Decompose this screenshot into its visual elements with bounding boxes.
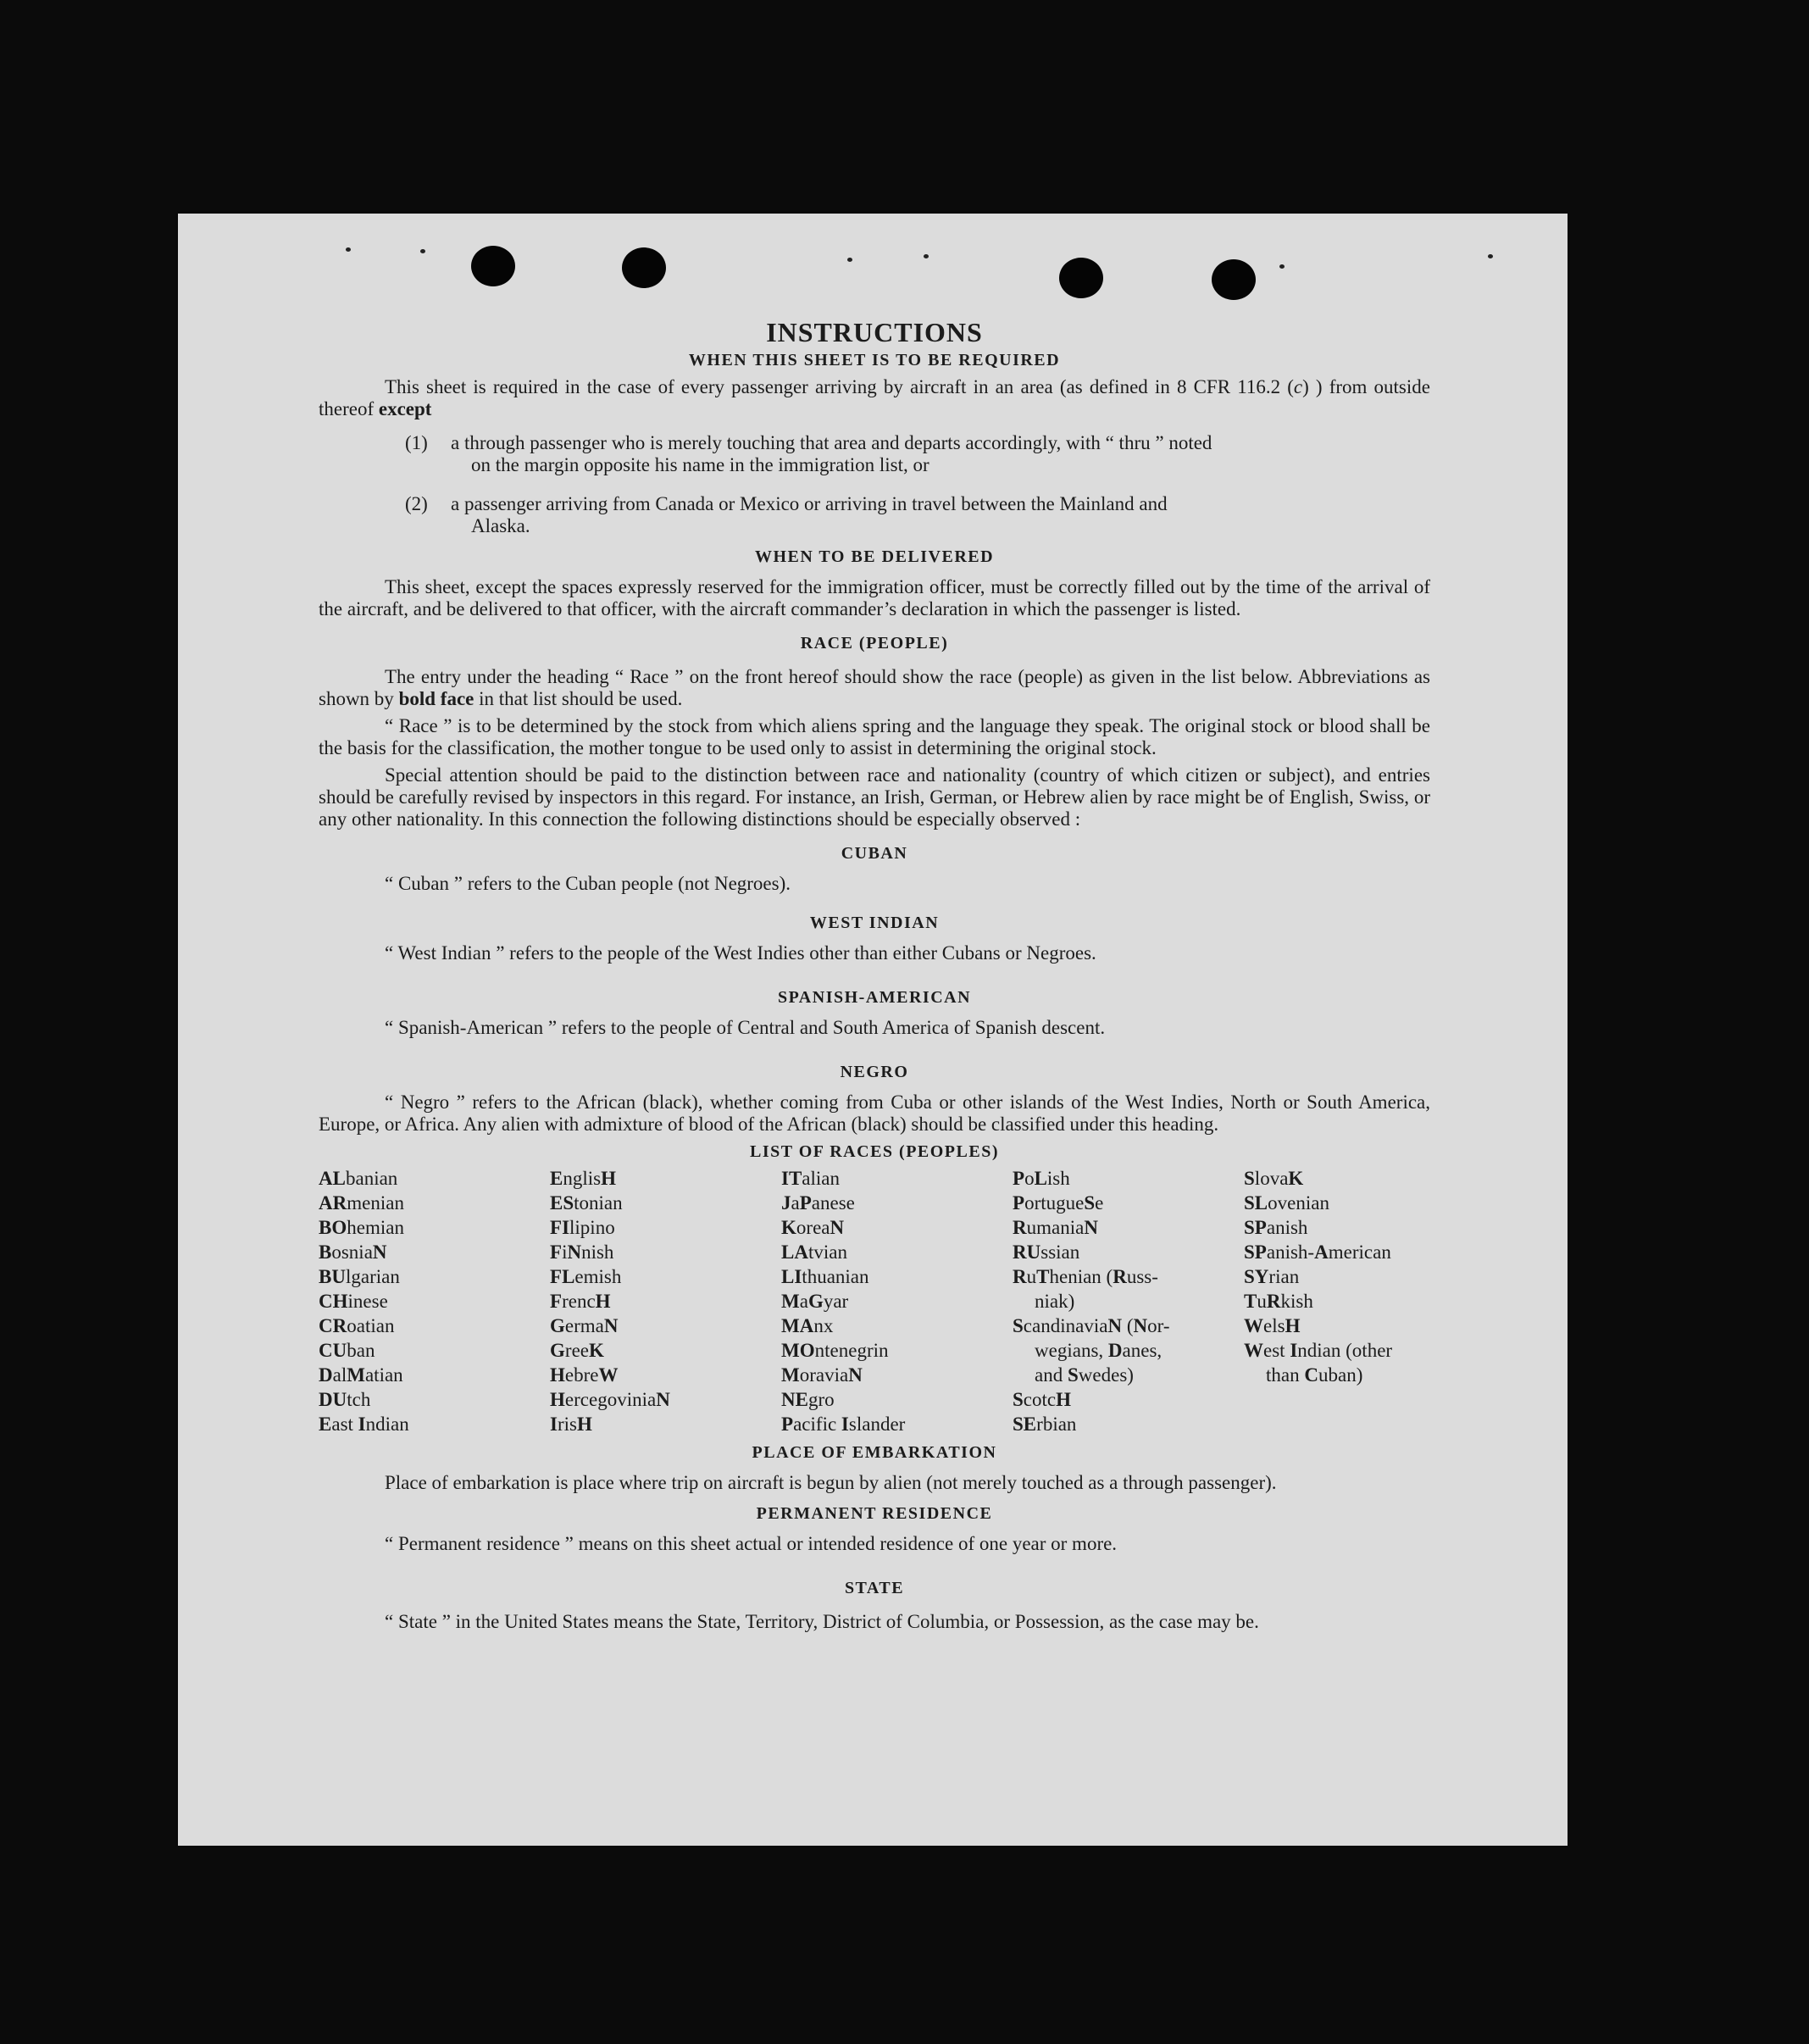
punch-hole bbox=[622, 247, 666, 288]
race-entry: NEgro bbox=[781, 1389, 835, 1410]
race-paragraph-2: “ Race ” is to be determined by the stock from which aliens spring and the language they speak. The original stock or blood shall be the basis for the classification, the mother tongue to be used only to assist in determining the original stock. bbox=[319, 715, 1430, 758]
race-entry: ARmenian bbox=[319, 1192, 404, 1214]
section-heading-state: STATE bbox=[844, 1579, 905, 1597]
race-entry: RUssian bbox=[1013, 1241, 1080, 1263]
west-indian-paragraph: “ West Indian ” refers to the people of the West Indies other than either Cubans or Negroes. bbox=[385, 942, 1096, 964]
required-paragraph bbox=[319, 376, 1430, 420]
race-paragraph-3: Special attention should be paid to the distinction between race and nationality (country of which citizen or subject), and entries should be carefully revised by inspectors in this regard. For instance, an Irish, German, or Hebrew alien by race might be of English, Swiss, or any other nationality. In this connection the following distinctions should be especially observed : bbox=[319, 764, 1430, 830]
races-column-2 bbox=[550, 1166, 781, 1436]
exception-item-2 bbox=[405, 493, 1430, 537]
speck bbox=[346, 247, 351, 252]
race-entry: SYrian bbox=[1244, 1266, 1300, 1287]
section-heading-delivered: WHEN TO BE DELIVERED bbox=[754, 547, 995, 566]
race-entry: MaGyar bbox=[781, 1291, 849, 1312]
race-entry: DalMatian bbox=[319, 1364, 403, 1386]
race-entry: FIlipino bbox=[550, 1217, 615, 1238]
section-heading-west-indian: WEST INDIAN bbox=[809, 914, 940, 932]
race-entry: EnglisH bbox=[550, 1168, 616, 1189]
race-entry: MOntenegrin bbox=[781, 1340, 889, 1361]
race-entry: MAnx bbox=[781, 1315, 834, 1336]
section-heading-required: WHEN THIS SHEET IS TO BE REQUIRED bbox=[688, 351, 1061, 369]
text: This sheet is required in the case of every passenger arriving by aircraft in an area (as defined in 8 CFR 116.2 ( bbox=[385, 376, 1294, 397]
punch-hole bbox=[1059, 258, 1103, 298]
page-title: INSTRUCTIONS bbox=[766, 317, 983, 347]
cuban-paragraph: “ Cuban ” refers to the Cuban people (not Negroes). bbox=[385, 873, 791, 894]
race-entry: LIthuanian bbox=[781, 1266, 869, 1287]
race-entry: SLovenian bbox=[1244, 1192, 1329, 1214]
spanish-american-paragraph: “ Spanish-American ” refers to the people of Central and South America of Spanish descent. bbox=[385, 1017, 1106, 1038]
exception-item-1 bbox=[405, 432, 1430, 476]
race-entry: TuRkish bbox=[1244, 1291, 1313, 1312]
instructions-content bbox=[319, 315, 1430, 1633]
item-number: (1) bbox=[405, 432, 428, 453]
race-entry: RuThenian (Russ- bbox=[1013, 1266, 1158, 1287]
race-entry: CRoatian bbox=[319, 1315, 395, 1336]
item-text: a through passenger who is merely touching that area and departs accordingly, with “ thru ” noted bbox=[451, 432, 1212, 453]
section-heading-residence: PERMANENT RESIDENCE bbox=[756, 1504, 993, 1523]
race-entry: KoreaN bbox=[781, 1217, 845, 1238]
races-column-4 bbox=[1013, 1166, 1244, 1436]
race-entry: DUtch bbox=[319, 1389, 371, 1410]
item-text: on the margin opposite his name in the immigration list, or bbox=[471, 454, 929, 475]
race-entry: ALbanian bbox=[319, 1168, 398, 1189]
race-entry: BosniaN bbox=[319, 1241, 387, 1263]
speck bbox=[1488, 254, 1493, 258]
punch-hole bbox=[1212, 259, 1256, 300]
section-heading-list-of-races: LIST OF RACES (PEOPLES) bbox=[749, 1142, 999, 1161]
races-list bbox=[319, 1166, 1430, 1436]
race-entry: SlovaK bbox=[1244, 1168, 1304, 1189]
section-heading-spanish-american: SPANISH-AMERICAN bbox=[777, 988, 972, 1007]
race-entry: MoraviaN bbox=[781, 1364, 863, 1386]
race-entry: ITalian bbox=[781, 1168, 841, 1189]
race-entry: EStonian bbox=[550, 1192, 623, 1214]
text-italic: c bbox=[1293, 376, 1303, 397]
race-entry: CHinese bbox=[319, 1291, 388, 1312]
delivered-paragraph: This sheet, except the spaces expressly reserved for the immigration officer, must be correctly filled out by the time of the arrival of the aircraft, and be delivered to that officer, with the aircraft commander’s declaration in which the passenger is listed. bbox=[319, 576, 1430, 619]
races-column-1 bbox=[319, 1166, 550, 1436]
race-entry: FrencH bbox=[550, 1291, 611, 1312]
race-entry: SErbian bbox=[1013, 1414, 1077, 1435]
residence-paragraph: “ Permanent residence ” means on this sheet actual or intended residence of one year or more. bbox=[385, 1533, 1118, 1554]
embarkation-paragraph: Place of embarkation is place where trip on aircraft is begun by alien (not merely touched as a through passenger). bbox=[385, 1472, 1277, 1493]
race-entry: ScandinaviaN (Nor- bbox=[1013, 1315, 1170, 1336]
race-entry: Pacific Islander bbox=[781, 1414, 906, 1435]
race-entry: and Swedes) bbox=[1035, 1364, 1134, 1386]
race-entry: BOhemian bbox=[319, 1217, 404, 1238]
race-entry: GreeK bbox=[550, 1340, 604, 1361]
speck bbox=[420, 249, 425, 253]
race-entry: RumaniaN bbox=[1013, 1217, 1098, 1238]
race-entry: JaPanese bbox=[781, 1192, 855, 1214]
race-entry: West Indian (other bbox=[1244, 1340, 1393, 1361]
race-entry: niak) bbox=[1035, 1291, 1075, 1312]
races-column-5 bbox=[1244, 1166, 1430, 1436]
instruction-sheet bbox=[178, 214, 1568, 1846]
race-entry: FiNnish bbox=[550, 1241, 614, 1263]
race-entry: HercegoviniaN bbox=[550, 1389, 670, 1410]
race-entry: East Indian bbox=[319, 1414, 409, 1435]
race-entry: HebreW bbox=[550, 1364, 619, 1386]
race-entry: PoLish bbox=[1013, 1168, 1070, 1189]
race-entry: FLemish bbox=[550, 1266, 622, 1287]
section-heading-embarkation: PLACE OF EMBARKATION bbox=[752, 1443, 997, 1462]
race-entry: CUban bbox=[319, 1340, 375, 1361]
text: in that list should be used. bbox=[474, 688, 683, 709]
race-entry: wegians, Danes, bbox=[1035, 1340, 1163, 1361]
race-entry: IrisH bbox=[550, 1414, 592, 1435]
section-heading-race: RACE (PEOPLE) bbox=[800, 634, 949, 653]
text: ) ) from outside thereof bbox=[319, 376, 1430, 419]
section-heading-cuban: CUBAN bbox=[841, 844, 908, 863]
race-entry: SPanish bbox=[1244, 1217, 1308, 1238]
race-entry: ScotcH bbox=[1013, 1389, 1072, 1410]
race-entry: GermaN bbox=[550, 1315, 619, 1336]
race-entry: BUlgarian bbox=[319, 1266, 400, 1287]
section-heading-negro: NEGRO bbox=[840, 1063, 909, 1081]
race-entry: WelsH bbox=[1244, 1315, 1301, 1336]
race-entry: SPanish-American bbox=[1244, 1241, 1391, 1263]
races-column-3 bbox=[781, 1166, 1013, 1436]
state-paragraph: “ State ” in the United States means the State, Territory, District of Columbia, or Possession, as the case may be. bbox=[385, 1611, 1259, 1632]
race-entry: LAtvian bbox=[781, 1241, 847, 1263]
speck bbox=[847, 258, 852, 262]
race-entry: than Cuban) bbox=[1266, 1364, 1363, 1386]
negro-paragraph: “ Negro ” refers to the African (black), whether coming from Cuba or other islands of the West Indies, North or South America, Europe, or Africa. Any alien with admixture of blood of the African (black) should be classified under this heading. bbox=[319, 1091, 1430, 1135]
item-text: a passenger arriving from Canada or Mexico or arriving in travel between the Mainland and bbox=[451, 493, 1168, 514]
speck bbox=[924, 254, 929, 258]
punch-hole bbox=[471, 246, 515, 286]
item-number: (2) bbox=[405, 493, 428, 514]
race-paragraph-1 bbox=[319, 666, 1430, 710]
item-text: Alaska. bbox=[471, 515, 530, 536]
text-bold: bold face bbox=[398, 688, 474, 709]
text-bold: except bbox=[378, 398, 432, 419]
text: The entry under the heading “ Race ” on the front hereof should show the race (people) as given in the list below. Abbreviations as shown by bbox=[319, 666, 1430, 709]
race-entry: PortugueSe bbox=[1013, 1192, 1104, 1214]
speck bbox=[1279, 264, 1285, 269]
